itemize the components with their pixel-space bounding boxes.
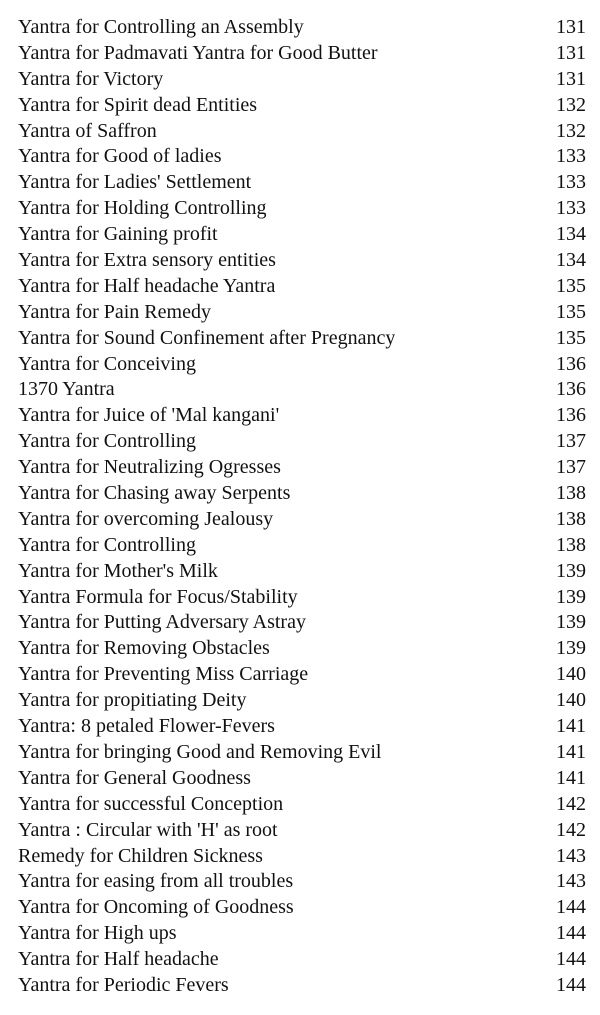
toc-entry-page-number: 144 xyxy=(556,973,586,996)
toc-entry xyxy=(18,196,588,222)
toc-entry xyxy=(18,222,588,248)
toc-entry-title: Yantra for Pain Remedy xyxy=(18,300,211,323)
toc-entry-title: Yantra for Putting Adversary Astray xyxy=(18,611,306,634)
toc-entry xyxy=(18,429,588,455)
toc-entry xyxy=(18,455,588,481)
toc-entry-page-number: 136 xyxy=(556,352,586,375)
toc-entry-title: Yantra for High ups xyxy=(18,922,177,945)
toc-entry-title: Yantra : Circular with 'H' as root xyxy=(18,818,278,841)
toc-entry-title: Yantra for Preventing Miss Carriage xyxy=(18,663,309,686)
toc-entry-page-number: 131 xyxy=(556,16,586,38)
toc-entry xyxy=(18,662,588,688)
toc-entry-page-number: 133 xyxy=(556,197,586,220)
toc-entry xyxy=(18,507,588,533)
toc-entry-title: Yantra for Controlling an Assembly xyxy=(18,16,304,38)
toc-entry-title: Yantra for Conceiving xyxy=(18,352,196,375)
toc-entry xyxy=(18,248,588,274)
toc-entry-title: Yantra for Chasing away Serpents xyxy=(18,482,291,505)
toc-entry-page-number: 138 xyxy=(556,533,586,556)
toc-entry-page-number: 137 xyxy=(556,456,586,479)
toc-entry xyxy=(18,636,588,662)
toc-entry-page-number: 143 xyxy=(556,870,586,893)
toc-entry-page-number: 136 xyxy=(556,404,586,427)
toc-entry-title: Yantra for Good of ladies xyxy=(18,145,222,168)
table-of-contents xyxy=(18,15,588,999)
toc-entry xyxy=(18,688,588,714)
toc-entry xyxy=(18,844,588,870)
toc-entry xyxy=(18,973,588,999)
toc-entry-page-number: 134 xyxy=(556,223,586,246)
toc-entry-title: Yantra for Neutralizing Ogresses xyxy=(18,456,281,479)
toc-entry xyxy=(18,947,588,973)
toc-entry-page-number: 131 xyxy=(556,67,586,90)
toc-entry xyxy=(18,67,588,93)
toc-entry-title: Yantra for General Goodness xyxy=(18,766,251,789)
toc-entry-page-number: 141 xyxy=(556,766,586,789)
toc-entry xyxy=(18,300,588,326)
toc-entry-page-number: 137 xyxy=(556,430,586,453)
toc-entry xyxy=(18,869,588,895)
toc-entry-title: Yantra: 8 petaled Flower-Fevers xyxy=(18,715,275,738)
toc-entry-page-number: 135 xyxy=(556,274,586,297)
toc-entry xyxy=(18,93,588,119)
toc-entry xyxy=(18,170,588,196)
toc-entry-title: Remedy for Children Sickness xyxy=(18,844,263,867)
toc-entry-page-number: 144 xyxy=(556,922,586,945)
toc-entry-page-number: 143 xyxy=(556,844,586,867)
toc-entry xyxy=(18,326,588,352)
toc-entry-page-number: 135 xyxy=(556,326,586,349)
toc-entry-title: Yantra for Extra sensory entities xyxy=(18,249,276,272)
toc-entry xyxy=(18,377,588,403)
toc-entry xyxy=(18,352,588,378)
toc-entry-title: Yantra for Juice of 'Mal kangani' xyxy=(18,404,280,427)
toc-entry xyxy=(18,559,588,585)
toc-entry-page-number: 133 xyxy=(556,145,586,168)
toc-entry-page-number: 139 xyxy=(556,559,586,582)
toc-entry-title: Yantra for propitiating Deity xyxy=(18,689,247,712)
toc-entry-title: Yantra for Spirit dead Entities xyxy=(18,93,258,116)
toc-entry-title: Yantra for Sound Confinement after Pregnancy xyxy=(18,326,396,349)
toc-entry-title: Yantra for Mother's Milk xyxy=(18,559,218,582)
toc-entry-page-number: 138 xyxy=(556,507,586,530)
toc-entry xyxy=(18,740,588,766)
toc-entry-page-number: 141 xyxy=(556,715,586,738)
toc-entry-page-number: 144 xyxy=(556,896,586,919)
toc-entry-page-number: 135 xyxy=(556,300,586,323)
toc-entry xyxy=(18,792,588,818)
toc-entry xyxy=(18,533,588,559)
toc-entry-title: Yantra for successful Conception xyxy=(18,792,284,815)
toc-entry-title: Yantra for Victory xyxy=(18,67,164,90)
toc-entry-page-number: 139 xyxy=(556,585,586,608)
toc-entry-page-number: 132 xyxy=(556,119,586,142)
toc-entry xyxy=(18,818,588,844)
toc-entry-page-number: 140 xyxy=(556,689,586,712)
toc-entry-title: Yantra for easing from all troubles xyxy=(18,870,294,893)
toc-entry xyxy=(18,921,588,947)
toc-entry-title: 1370 Yantra xyxy=(18,378,115,401)
toc-entry xyxy=(18,274,588,300)
toc-entry-page-number: 131 xyxy=(556,41,586,64)
toc-entry-page-number: 144 xyxy=(556,948,586,971)
toc-entry-title: Yantra for Ladies' Settlement xyxy=(18,171,252,194)
toc-entry-title: Yantra for bringing Good and Removing Evil xyxy=(18,740,382,763)
toc-entry xyxy=(18,119,588,145)
toc-entry-page-number: 136 xyxy=(556,378,586,401)
toc-entry-page-number: 142 xyxy=(556,792,586,815)
toc-entry-title: Yantra for Holding Controlling xyxy=(18,197,267,220)
toc-entry xyxy=(18,403,588,429)
toc-entry-title: Yantra for Half headache xyxy=(18,948,219,971)
toc-entry xyxy=(18,610,588,636)
toc-entry-title: Yantra Formula for Focus/Stability xyxy=(18,585,298,608)
toc-entry xyxy=(18,766,588,792)
toc-entry xyxy=(18,585,588,611)
toc-entry-title: Yantra for Removing Obstacles xyxy=(18,637,270,660)
toc-entry xyxy=(18,144,588,170)
toc-entry xyxy=(18,714,588,740)
toc-entry-page-number: 134 xyxy=(556,249,586,272)
toc-entry-page-number: 132 xyxy=(556,93,586,116)
toc-entry-title: Yantra for Periodic Fevers xyxy=(18,973,229,996)
toc-entry-page-number: 139 xyxy=(556,611,586,634)
toc-entry-title: Yantra for Half headache Yantra xyxy=(18,274,276,297)
toc-entry-title: Yantra for Padmavati Yantra for Good Butter xyxy=(18,41,378,64)
toc-entry-page-number: 138 xyxy=(556,482,586,505)
toc-entry-page-number: 133 xyxy=(556,171,586,194)
toc-entry xyxy=(18,481,588,507)
toc-entry-title: Yantra for Controlling xyxy=(18,430,196,453)
toc-entry-page-number: 141 xyxy=(556,740,586,763)
toc-entry-page-number: 139 xyxy=(556,637,586,660)
toc-entry-title: Yantra of Saffron xyxy=(18,119,157,142)
toc-entry-title: Yantra for Gaining profit xyxy=(18,223,218,246)
toc-entry-title: Yantra for overcoming Jealousy xyxy=(18,507,274,530)
toc-entry xyxy=(18,15,588,41)
toc-entry xyxy=(18,895,588,921)
toc-entry-page-number: 142 xyxy=(556,818,586,841)
toc-entry-title: Yantra for Controlling xyxy=(18,533,196,556)
toc-entry xyxy=(18,41,588,67)
toc-entry-title: Yantra for Oncoming of Goodness xyxy=(18,896,294,919)
toc-entry-page-number: 140 xyxy=(556,663,586,686)
